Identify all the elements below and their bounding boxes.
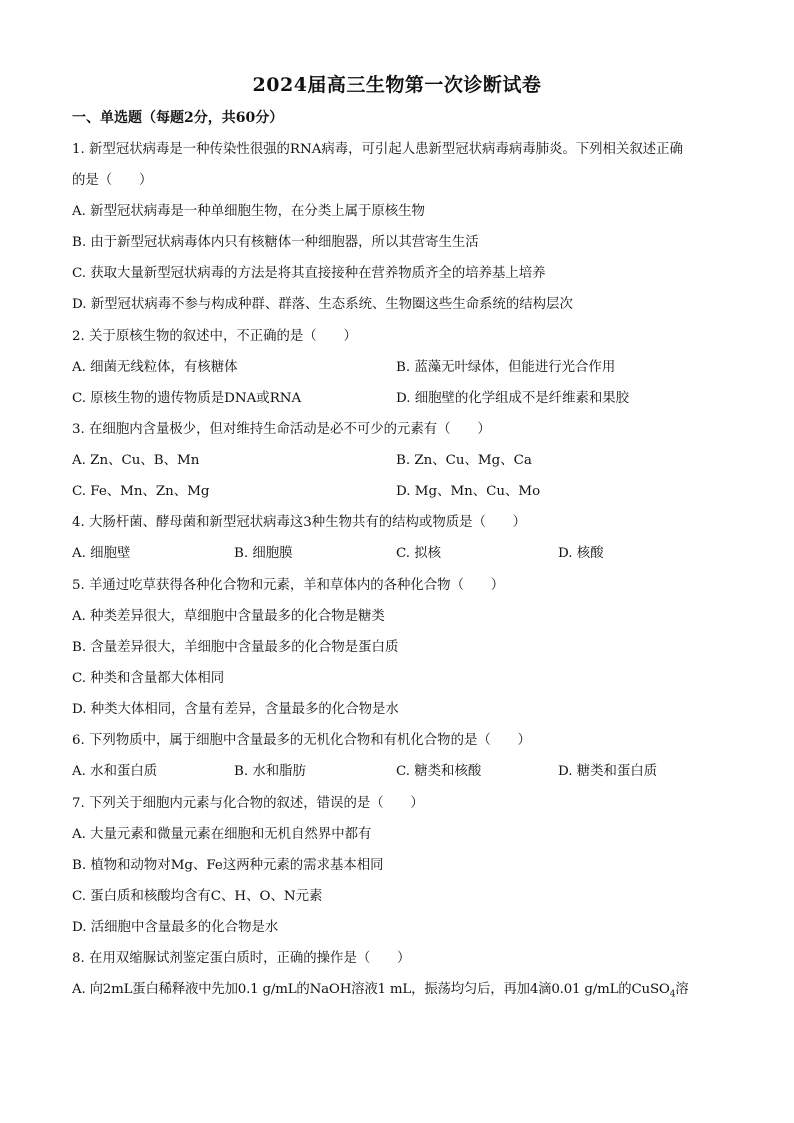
question-1-option-c: C. 获取大量新型冠状病毒的方法是将其直接接种在营养物质齐全的培养基上培养	[72, 266, 546, 281]
question-5-option-a: A. 种类差异很大，草细胞中含量最多的化合物是糖类	[72, 609, 385, 624]
question-4-stem: 4. 大肠杆菌、酵母菌和新型冠状病毒这3种生物共有的结构或物质是（ ）	[72, 515, 527, 530]
question-1-option-a: A. 新型冠状病毒是一种单细胞生物，在分类上属于原核生物	[72, 204, 425, 219]
question-7-option-d: D. 活细胞中含量最多的化合物是水	[72, 920, 279, 935]
question-3-stem: 3. 在细胞内含量极少，但对维持生命活动是必不可少的元素有（ ）	[72, 422, 491, 437]
question-3-option-c: C. Fe、Mn、Zn、Mg	[72, 484, 210, 499]
question-2-option-a: A. 细菌无线粒体，有核糖体	[72, 360, 238, 375]
question-6-option-b: B. 水和脂肪	[234, 764, 306, 779]
question-7-stem: 7. 下列关于细胞内元素与化合物的叙述，错误的是（ ）	[72, 796, 424, 811]
question-7-option-b: B. 植物和动物对Mg、Fe这两种元素的需求基本相同	[72, 858, 384, 873]
question-2-option-b: B. 蓝藻无叶绿体，但能进行光合作用	[396, 360, 616, 375]
question-6-option-a: A. 水和蛋白质	[72, 764, 158, 779]
question-3-option-b: B. Zn、Cu、Mg、Ca	[396, 453, 532, 468]
question-6-stem: 6. 下列物质中，属于细胞中含量最多的无机化合物和有机化合物的是（ ）	[72, 733, 531, 748]
question-7-option-a: A. 大量元素和微量元素在细胞和无机自然界中都有	[72, 827, 372, 842]
question-1-option-b: B. 由于新型冠状病毒体内只有核糖体一种细胞器，所以其营寄生生活	[72, 235, 479, 250]
question-6-option-c: C. 糖类和核酸	[396, 764, 482, 779]
question-8-option-a	[72, 981, 688, 1004]
page-title: 2024届高三生物第一次诊断试卷	[252, 74, 542, 96]
question-3-option-a: A. Zn、Cu、B、Mn	[72, 453, 200, 468]
question-4-option-a: A. 细胞壁	[72, 546, 131, 561]
question-3-option-d: D. Mg、Mn、Cu、Mo	[396, 484, 541, 499]
question-8-option-a-subscript: 4	[669, 989, 676, 1000]
question-8-option-a-text: A. 向2mL蛋白稀释液中先加0.1 g/mL的NaOH溶液1 mL，振荡均匀后，再加4滴0.01 g/mL的CuSO	[72, 982, 670, 997]
question-5-option-b: B. 含量差异很大，羊细胞中含量最多的化合物是蛋白质	[72, 640, 399, 655]
question-8-stem: 8. 在用双缩脲试剂鉴定蛋白质时，正确的操作是（ ）	[72, 951, 411, 966]
question-2-stem: 2. 关于原核生物的叙述中，不正确的是（ ）	[72, 329, 357, 344]
question-4-option-b: B. 细胞膜	[234, 546, 293, 561]
question-6-option-d: D. 糖类和蛋白质	[558, 764, 658, 779]
question-1-stem: 1. 新型冠状病毒是一种传染性很强的RNA病毒，可引起人患新型冠状病毒病毒肺炎。下列相关叙述正确	[72, 142, 683, 157]
question-5-option-d: D. 种类大体相同，含量有差异，含量最多的化合物是水	[72, 702, 399, 717]
question-4-option-c: C. 拟核	[396, 546, 442, 561]
question-2-option-d: D. 细胞壁的化学组成不是纤维素和果胶	[396, 391, 630, 406]
question-8-option-a-tail: 溶	[675, 982, 689, 997]
question-1-option-d: D. 新型冠状病毒不参与构成种群、群落、生态系统、生物圈这些生命系统的结构层次	[72, 297, 573, 312]
question-1-stem-cont: 的是（ ）	[72, 173, 153, 188]
question-2-option-c: C. 原核生物的遗传物质是DNA或RNA	[72, 391, 302, 406]
question-4-option-d: D. 核酸	[558, 546, 604, 561]
question-5-option-c: C. 种类和含量都大体相同	[72, 671, 225, 686]
question-7-option-c: C. 蛋白质和核酸均含有C、H、O、N元素	[72, 889, 323, 904]
section-heading: 一、单选题（每题2分，共60分）	[72, 110, 284, 126]
question-5-stem: 5. 羊通过吃草获得各种化合物和元素，羊和草体内的各种化合物（ ）	[72, 578, 505, 593]
